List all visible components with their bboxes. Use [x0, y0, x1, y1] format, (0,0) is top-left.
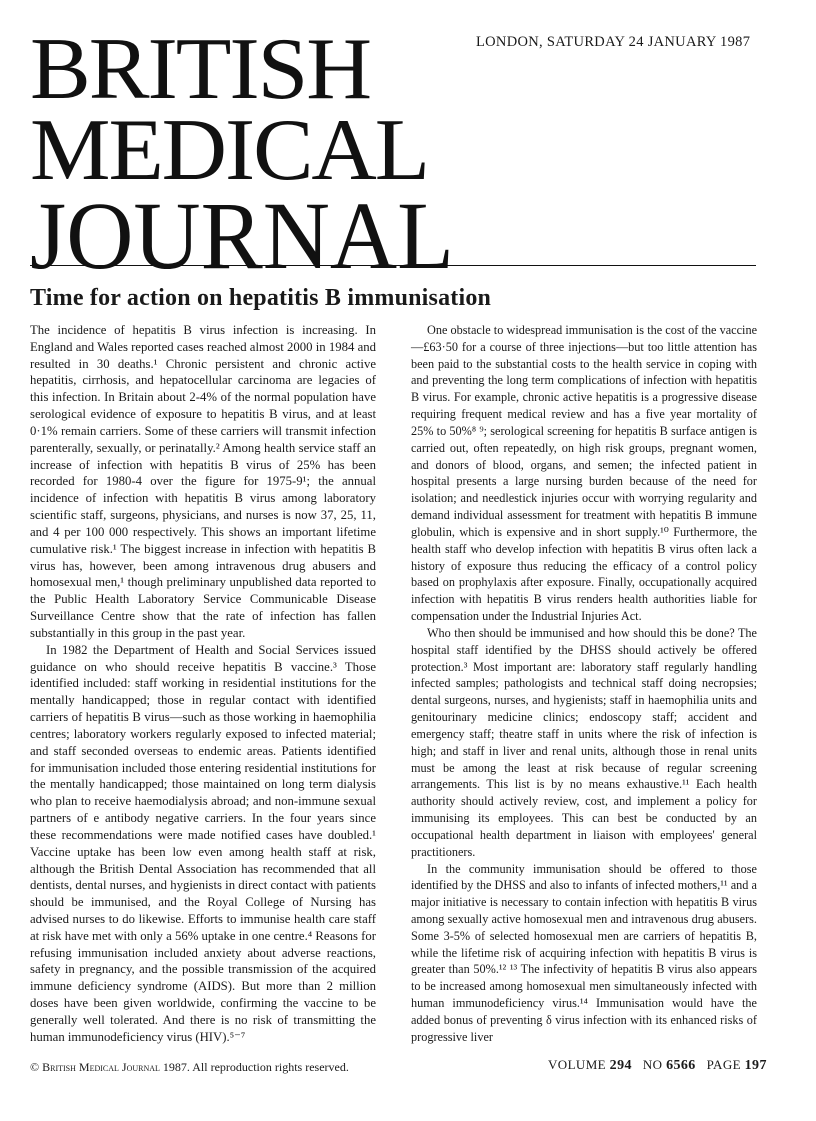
copyright-name: British Medical Journal [42, 1060, 160, 1074]
masthead-line-journal: JOURNAL [30, 182, 454, 289]
volume-number: 294 [609, 1058, 632, 1073]
paragraph: In 1982 the Department of Health and Social Services issued guidance on who should receive hepatitis B vaccine.³ Those identified included: staff working in residential institutions for the mentally handicapped; those in regular contact with identified carriers of hepatitis B virus—such as those working in haemophilia centres; laboratory workers regularly exposed to infected material; and staff seconded overseas to endemic areas. Patients identified for immunisation included those entering residential institutions for the mentally handicapped; those maintained on long term dialysis who plan to receive haemodialysis abroad; and non-immune sexual partners of e antibody negative carriers. In the four years since these recommendations were made notified cases have doubled.¹ Vaccine uptake has been low even among health staff at risk, although the British Dental Association has recommended that all dentists, dental nurses, and hygienists in direct contact with patients should be immunised, and the Royal College of Nursing has advised nurses to do likewise. Efforts to immunise health care staff at risk have met with only a 56% uptake in one centre.⁴ Reasons for refusing immunisation included anxiety about adverse reactions, safety in pregnancy, and the possible transmission of the acquired immune deficiency syndrome (AIDS). But more than 2 million doses have been given worldwide, confirming the vaccine to be generally well tolerated. And there is no risk of transmitting the human immunodeficiency virus (HIV).⁵⁻⁷ [30, 642, 376, 1044]
page-label: PAGE [706, 1057, 741, 1072]
copyright-rest: 1987. All reproduction rights reserved. [159, 1060, 349, 1074]
dateline: LONDON, SATURDAY 24 JANUARY 1987 [476, 34, 751, 50]
masthead-line-medical: MEDICAL [30, 102, 428, 199]
masthead-line-british: BRITISH [30, 21, 370, 118]
paragraph: Who then should be immunised and how should this be done? The hospital staff identified by the DHSS should actively be offered protection.³ Most important are: laboratory staff regularly handling infected samples; pathologists and technical staff doing necropsies; dental surgeons, nurses, and hygienists; staff in haemophilia units and genitourinary medicine clinics; endoscopy staff; accident and emergency staff; theatre staff in units where the risk of infection is high; and staff in liver and renal units, although those in renal units must be among the least at risk because of regular screening arrangements. This list is by no means exhaustive.¹¹ Each health authority should actively review, cost, and implement a policy for immunising its employees. This can best be conducted by an occupational health department in liaison with employees' general practitioners. [411, 625, 757, 859]
number-label: NO [642, 1057, 663, 1072]
masthead [30, 21, 790, 289]
left-column [30, 322, 376, 1046]
paragraph: One obstacle to widespread immunisation is the cost of the vaccine—£63·50 for a course of three injections—but too little attention has been paid to the substantial costs to the health service in coping with and preventing the long term complications of infection with hepatitis B virus. For example, chronic active hepatitis is a progressive disease requiring frequent medical review and has a five year mortality of 25% to 50%⁸ ⁹; serological screening for hepatitis B surface antigen is carried out, often repeatedly, on high risk groups, pregnant women, and donors of blood, organs, and semen; the infected patient in hospital presents a large nursing burden because of the need for isolation; and needlestick injuries occur with worrying regularity and demand individual assessment for treatment with hepatitis B immune globulin, which is expensive and in short supply.¹⁰ Furthermore, the health staff who develop infection with hepatitis B virus often lack a history of exposure thus reducing the efficacy of a control policy based on prophylaxis after exposure. Finally, occupationally acquired infection with hepatitis B virus renders health authorities liable for compensation under the Industrial Injuries Act. [411, 323, 757, 624]
article-title: Time for action on hepatitis B immunisation [30, 285, 492, 311]
issue-number: 6566 [666, 1058, 696, 1073]
page-number: 197 [744, 1058, 767, 1073]
volume-label: VOLUME [548, 1057, 607, 1072]
right-column [411, 322, 757, 1046]
paragraph: The incidence of hepatitis B virus infection is increasing. In England and Wales reported cases reached almost 2000 in 1984 and resulted in 30 deaths.¹ Chronic persistent and chronic active hepatitis, cirrhosis, and hepatocellular carcinoma are legacies of this infection. In Britain about 2-4% of the normal population have serological evidence of exposure to hepatitis B virus, and at least 0·1% remain carriers. Some of these carriers will transmit infection parenterally, sexually, or perinatally.² Among health service staff an increase of infection with hepatitis B virus of 25% has been recorded for 1980-4 over the figure for 1975-9¹; the annual incidence of infection with hepatitis B virus among laboratory scientific staff, surgeons, physicians, and nurses is now 37, 25, 11, and 4 per 100 000 respectively. This shows an important lifetime cumulative risk.¹ The biggest increase in infection with hepatitis B virus has, however, been among intravenous drug abusers and homosexual men,¹ though preliminary unpublished data reported to the Public Health Laboratory Service Communicable Disease Surveillance Centre show that the rate of infection has fallen substantially in this group in the past year. [30, 323, 376, 640]
copyright-symbol: © [30, 1060, 40, 1074]
paragraph: In the community immunisation should be offered to those identified by the DHSS and also to infants of infected mothers,¹¹ and a major initiative is necessary to contain infection with hepatitis B virus among sexually active homosexual men and intravenous drug abusers. Some 3-5% of selected homosexual men are carriers of hepatitis B, while the lifetime risk of acquiring infection with hepatitis B virus is greater than 50%.¹² ¹³ The infectivity of hepatitis B virus also appears to be increased among homosexual men simultaneously infected with human immunodeficiency virus.¹⁴ Immunisation would have the added bonus of preventing δ virus infection with its enhanced risks of progressive liver [411, 861, 757, 1044]
masthead-rule [30, 265, 756, 266]
copyright-notice [30, 1060, 349, 1075]
issue-info [548, 1057, 767, 1074]
